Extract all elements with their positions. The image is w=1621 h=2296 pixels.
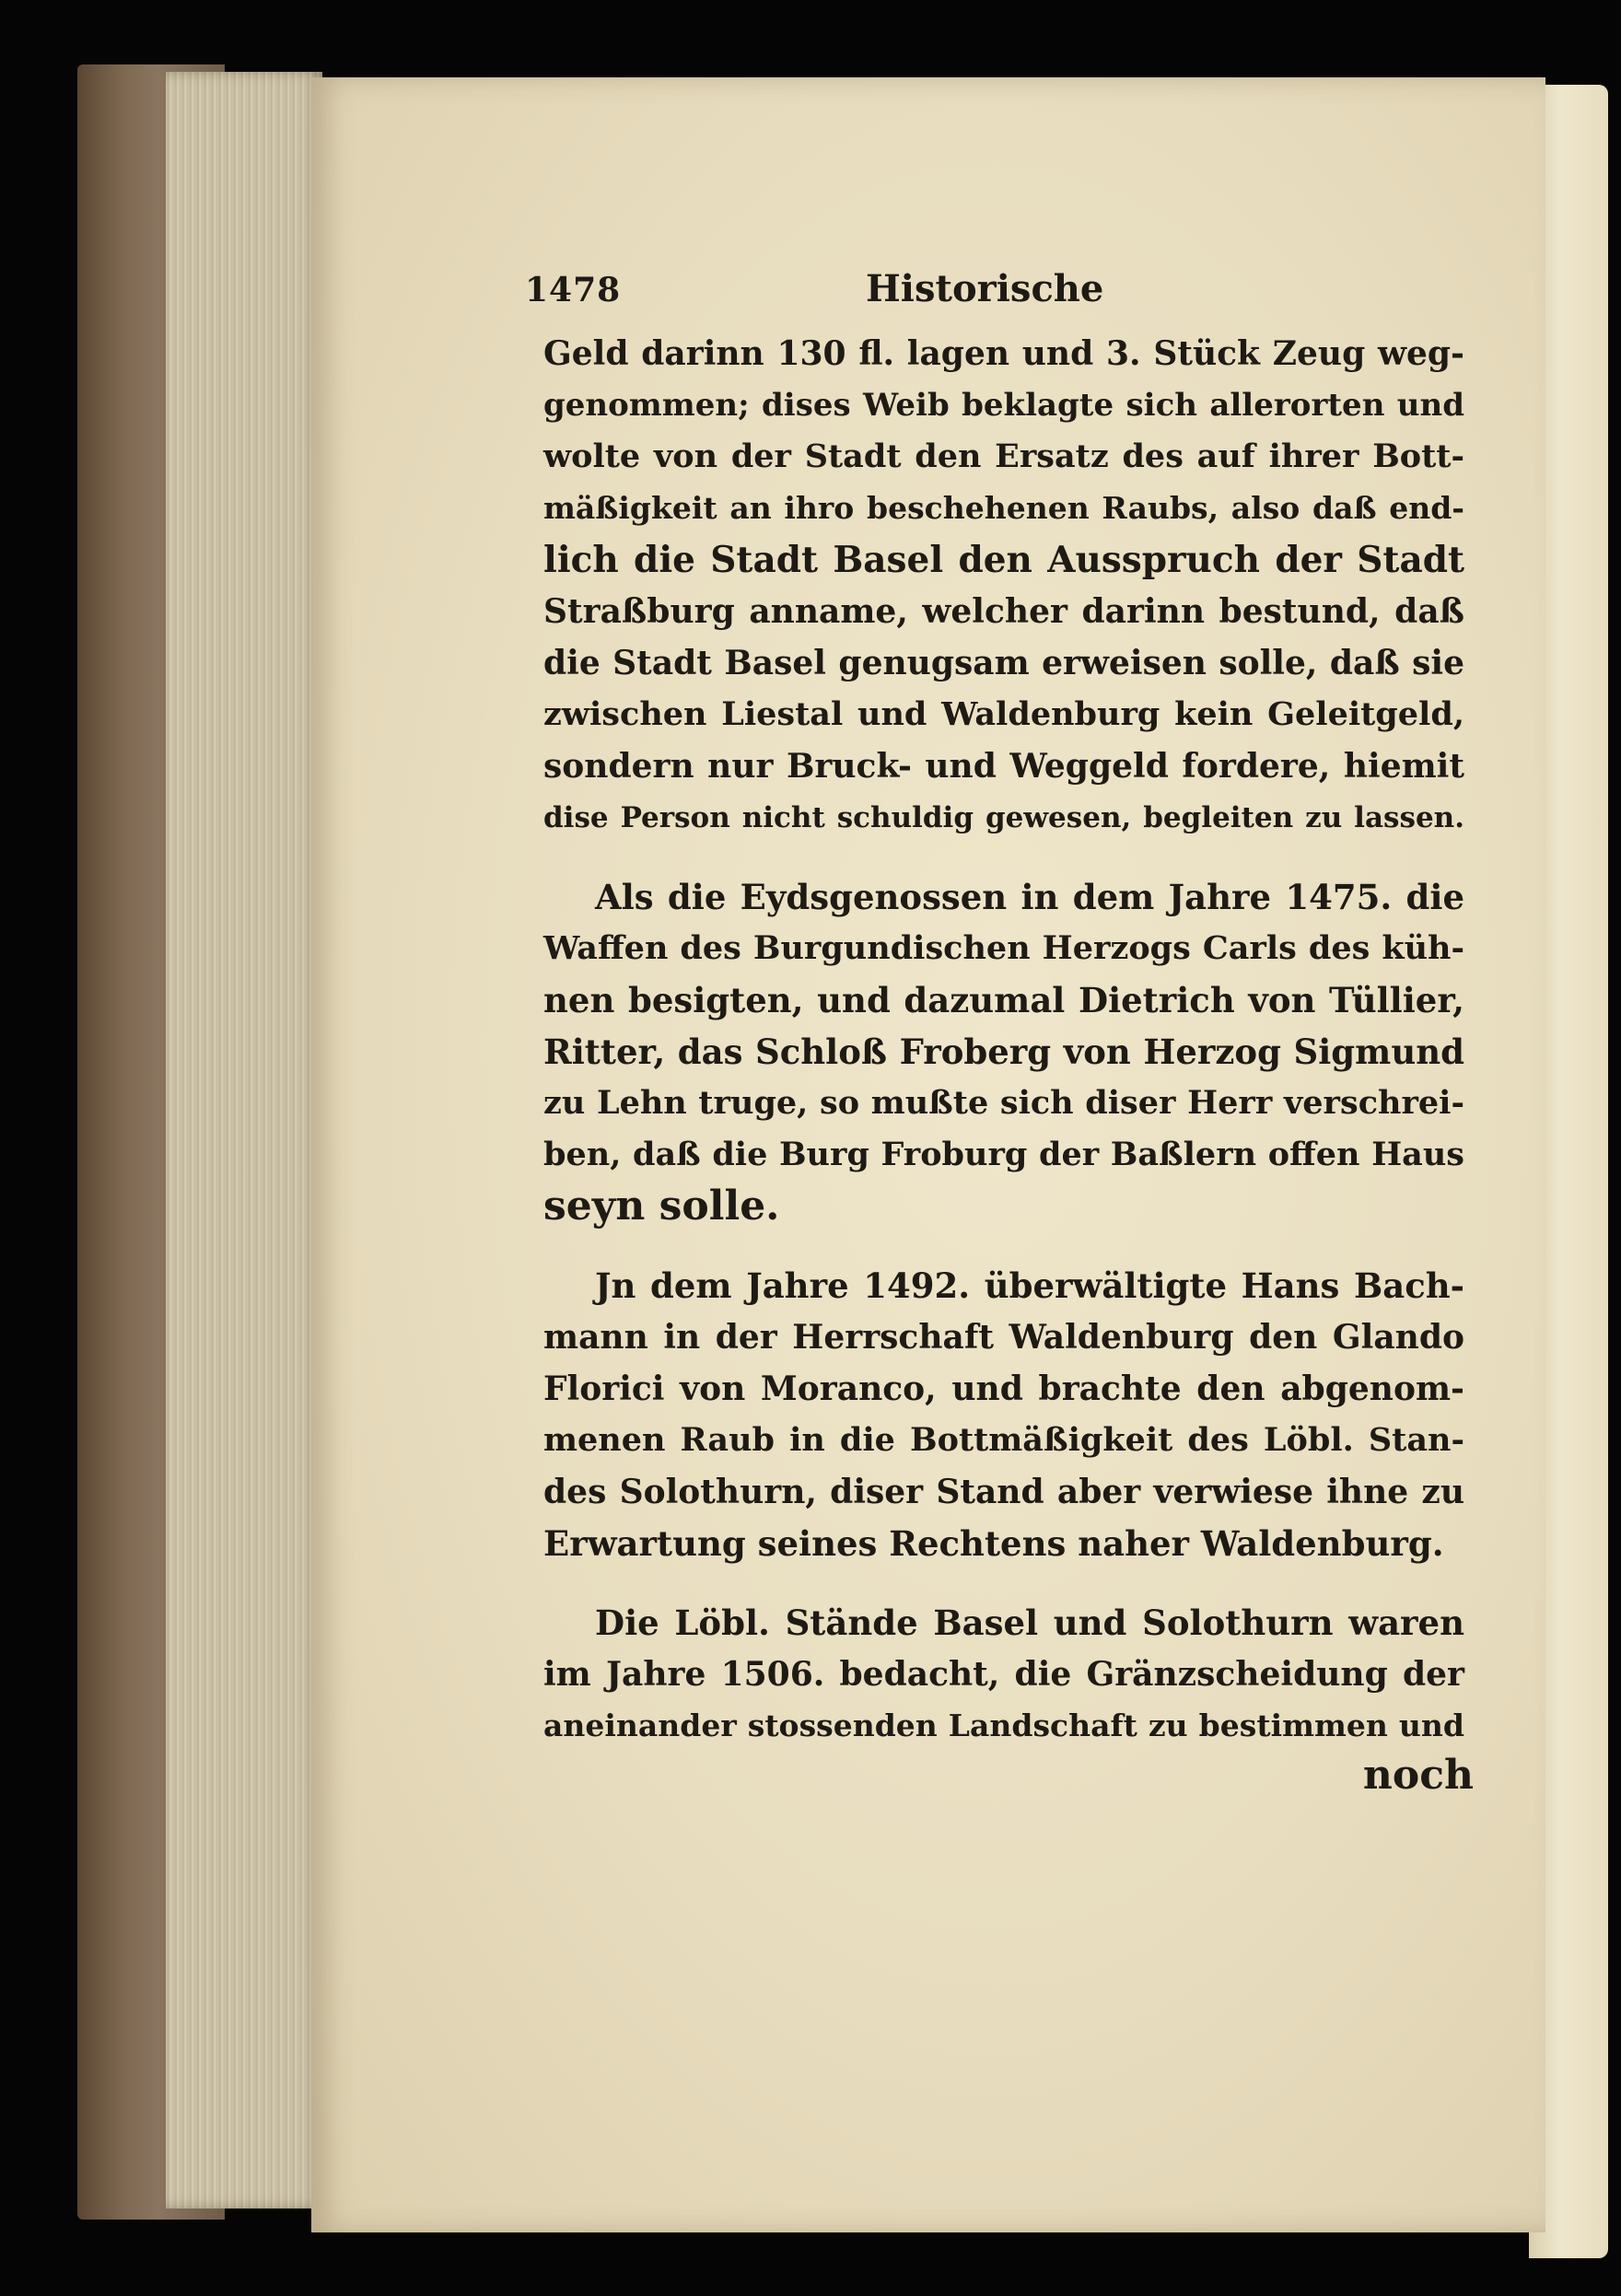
page-edges — [166, 72, 322, 2209]
text-line: aneinander stossenden Landschaft zu bestimmen und — [543, 1707, 1464, 1743]
catchword: noch — [1362, 1752, 1474, 1799]
text-line: lich die Stadt Basel den Ausspruch der Stadt — [543, 539, 1464, 581]
paragraph-3 — [543, 1260, 1464, 1569]
text-line: zwischen Liestal und Waldenburg kein Geleitgeld, — [543, 695, 1464, 733]
text-line: nen besigten, und dazumal Dietrich von Tüllier, — [543, 980, 1464, 1020]
text-line: Als die Eydsgenossen in dem Jahre 1475. die — [595, 877, 1464, 917]
text-line: wolte von der Stadt den Ersatz des auf ihrer Bott- — [543, 437, 1464, 475]
text-line: Erwartung seines Rechtens naher Waldenburg. — [543, 1523, 1444, 1564]
paragraph-2 — [543, 871, 1464, 1232]
paragraph-4 — [543, 1597, 1464, 1752]
text-line: menen Raub in die Bottmäßigkeit des Löbl. Stan- — [543, 1421, 1464, 1459]
running-head: Historische — [866, 267, 1104, 310]
text-line: mäßigkeit an ihro beschehenen Raubs, also daß end- — [543, 490, 1464, 526]
text-line: zu Lehn truge, so mußte sich diser Herr verschrei- — [543, 1084, 1464, 1122]
text-line: Geld darinn 130 fl. lagen und 3. Stück Zeug weg- — [543, 334, 1464, 373]
paragraph-1 — [543, 328, 1464, 844]
page-number: 1478 — [525, 271, 622, 309]
text-line: im Jahre 1506. bedacht, die Gränzscheidung der — [543, 1655, 1464, 1694]
text-block — [525, 263, 1474, 1803]
text-line: Die Löbl. Stände Basel und Solothurn waren — [595, 1603, 1464, 1643]
text-line: des Solothurn, diser Stand aber verwiese ihne zu — [543, 1473, 1464, 1511]
text-line: sondern nur Bruck- und Weggeld fordere, hiemit — [543, 747, 1464, 786]
page-header — [525, 263, 1464, 328]
text-line: genommen; dises Weib beklagte sich allerorten und — [543, 387, 1464, 424]
text-line: mann in der Herrschaft Waldenburg den Glando — [543, 1318, 1464, 1357]
text-line: die Stadt Basel genugsam erweisen solle, daß sie — [543, 644, 1464, 682]
text-line: seyn solle. — [543, 1183, 780, 1230]
text-line: Ritter, das Schloß Froberg von Herzog Sigmund — [543, 1031, 1464, 1072]
text-line: Waffen des Burgundischen Herzogs Carls des küh- — [543, 929, 1464, 967]
text-line: ben, daß die Burg Froburg der Baßlern offen Haus — [543, 1136, 1464, 1173]
text-line: dise Person nicht schuldig gewesen, begleiten zu lassen. — [543, 801, 1464, 834]
text-line: Straßburg anname, welcher darinn bestund, daß — [543, 592, 1464, 631]
text-line: Florici von Moranco, und brachte den abgenom- — [543, 1369, 1464, 1408]
text-line: Jn dem Jahre 1492. überwältigte Hans Bach- — [595, 1265, 1464, 1306]
